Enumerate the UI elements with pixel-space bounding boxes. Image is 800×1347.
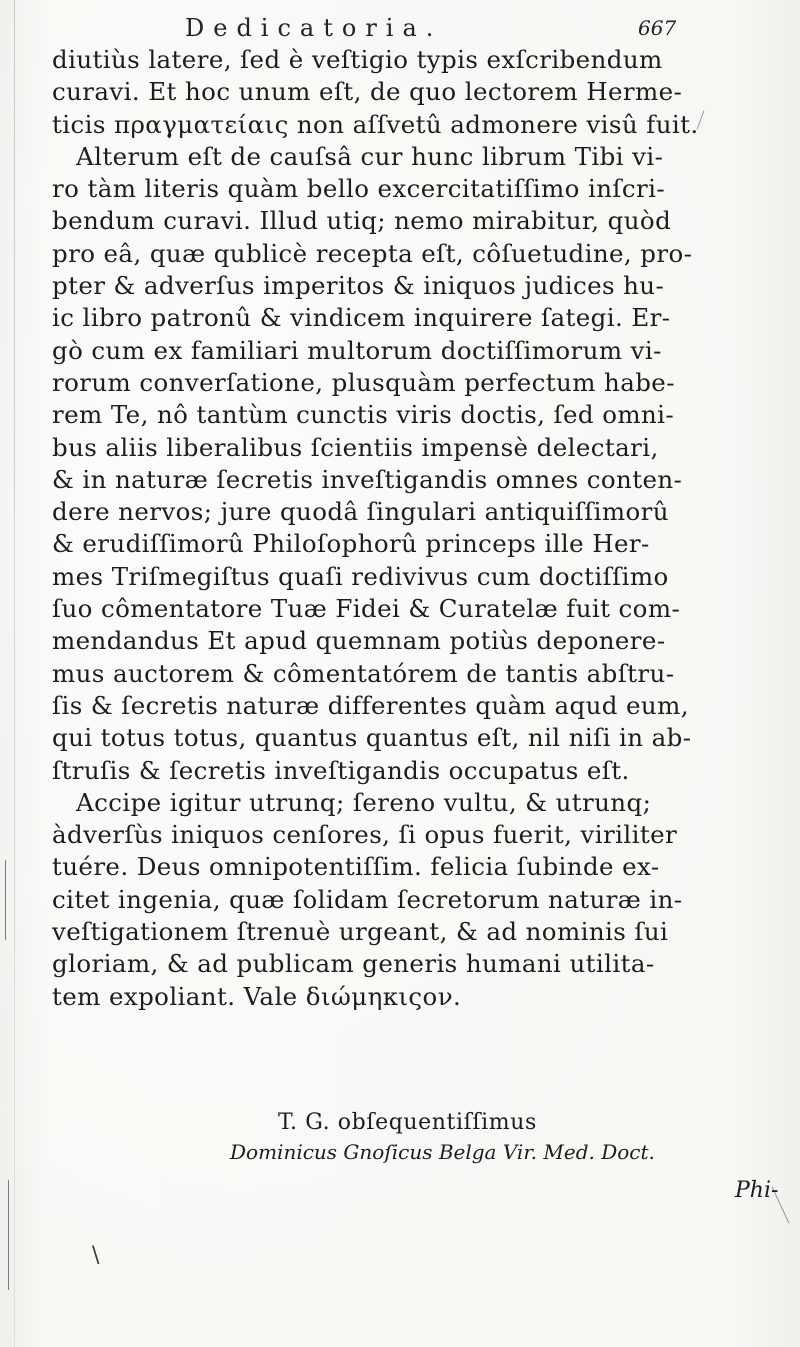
text-line: dere nervos; jure quodâ ſingulari antiquiſſimorû — [52, 497, 669, 527]
text-line: qui totus totus, quantus quantus eſt, nil niſi in ab- — [52, 723, 692, 753]
text-line: & in naturæ ſecretis inveſtigandis omnes conten- — [52, 464, 683, 494]
edge-mark — [5, 860, 6, 940]
text-line: gloriam, & ad publicam generis humani utilita- — [52, 949, 655, 979]
text-line: ic libro patronû & vindicem inquirere ſategi. Er- — [52, 303, 671, 333]
page-number: 667 — [638, 16, 677, 40]
text-line: ſtruſis & ſecretis inveſtigandis occupatus eſt. — [52, 755, 630, 785]
stray-ink-mark: \ — [92, 1243, 100, 1268]
page-header — [60, 14, 760, 44]
text-line: & erudiſſimorû Philoſophorû princeps ille Her- — [52, 529, 650, 559]
edge-mark — [8, 1180, 9, 1290]
dedication-text — [52, 44, 772, 1013]
text-line: ſuo cômentatore Tuæ Fidei & Curatelæ fuit com- — [52, 594, 681, 624]
text-line: pter & adverſus imperitos & iniquos judices hu- — [52, 271, 665, 301]
text-line: bendum curavi. Illud utiq; nemo mirabitur, quòd — [52, 206, 672, 236]
text-line: mes Triſmegiſtus quaſi redivivus cum doctiſſimo — [52, 561, 669, 591]
text-line: ro tàm literis quàm bello excercitatiſſimo inſcri- — [52, 174, 666, 204]
text-line: rem Te, nô tantùm cunctis viris doctis, ſed omni- — [52, 400, 675, 430]
text-line: veſtigationem ſtrenuè urgeant, & ad nominis ſui — [52, 917, 669, 947]
text-line: ticis πραγματείαις non aſſvetû admonere visû fuit. — [52, 109, 699, 139]
text-line: mus auctorem & cômentatórem de tantis abſtru- — [52, 658, 675, 688]
text-line: diutiùs latere, ſed è veſtigio typis exſcribendum — [52, 45, 663, 74]
text-line: tuére. Deus omnipotentiſſim. felicia ſubinde ex- — [52, 852, 660, 882]
text-line: rorum converſatione, plusquàm perfectum habe- — [52, 367, 675, 397]
signature-closing: T. G. obſequentiſſimus — [278, 1110, 537, 1135]
text-line: bus aliis liberalibus ſcientiis impensè delectari, — [52, 432, 659, 462]
text-line: Alterum eſt de cauſsâ cur hunc librum Tibi vi- — [76, 141, 664, 171]
text-line: àdverſùs iniquos cenſores, ſi opus fuerit, viriliter — [52, 820, 678, 850]
text-line: ſis & ſecretis naturæ differentes quàm aqud eum, — [52, 690, 689, 720]
text-line: citet ingenia, quæ ſolidam ſecretorum naturæ in- — [52, 884, 683, 914]
page-edge-shadow — [14, 0, 15, 1347]
signature-name: Dominicus Gnoſicus Belga Vir. Med. Doct. — [230, 1140, 655, 1164]
text-line: tem expoliant. Vale διώμηκιςον. — [52, 981, 462, 1011]
text-line: Accipe igitur utrunq; ſereno vultu, & utrunq; — [76, 787, 652, 817]
text-line: curavi. Et hoc unum eſt, de quo lectorem Herme- — [52, 77, 683, 107]
text-line: mendandus Et apud quemnam potiùs deponere- — [52, 626, 666, 656]
text-line: gò cum ex familiari multorum doctiſſimorum vi- — [52, 335, 662, 365]
catchword: Phi- — [735, 1178, 779, 1203]
text-line: pro eâ, quæ qublicè recepta eſt, côſuetudine, pro- — [52, 238, 693, 268]
running-head: Dedicatoria. — [185, 14, 443, 42]
